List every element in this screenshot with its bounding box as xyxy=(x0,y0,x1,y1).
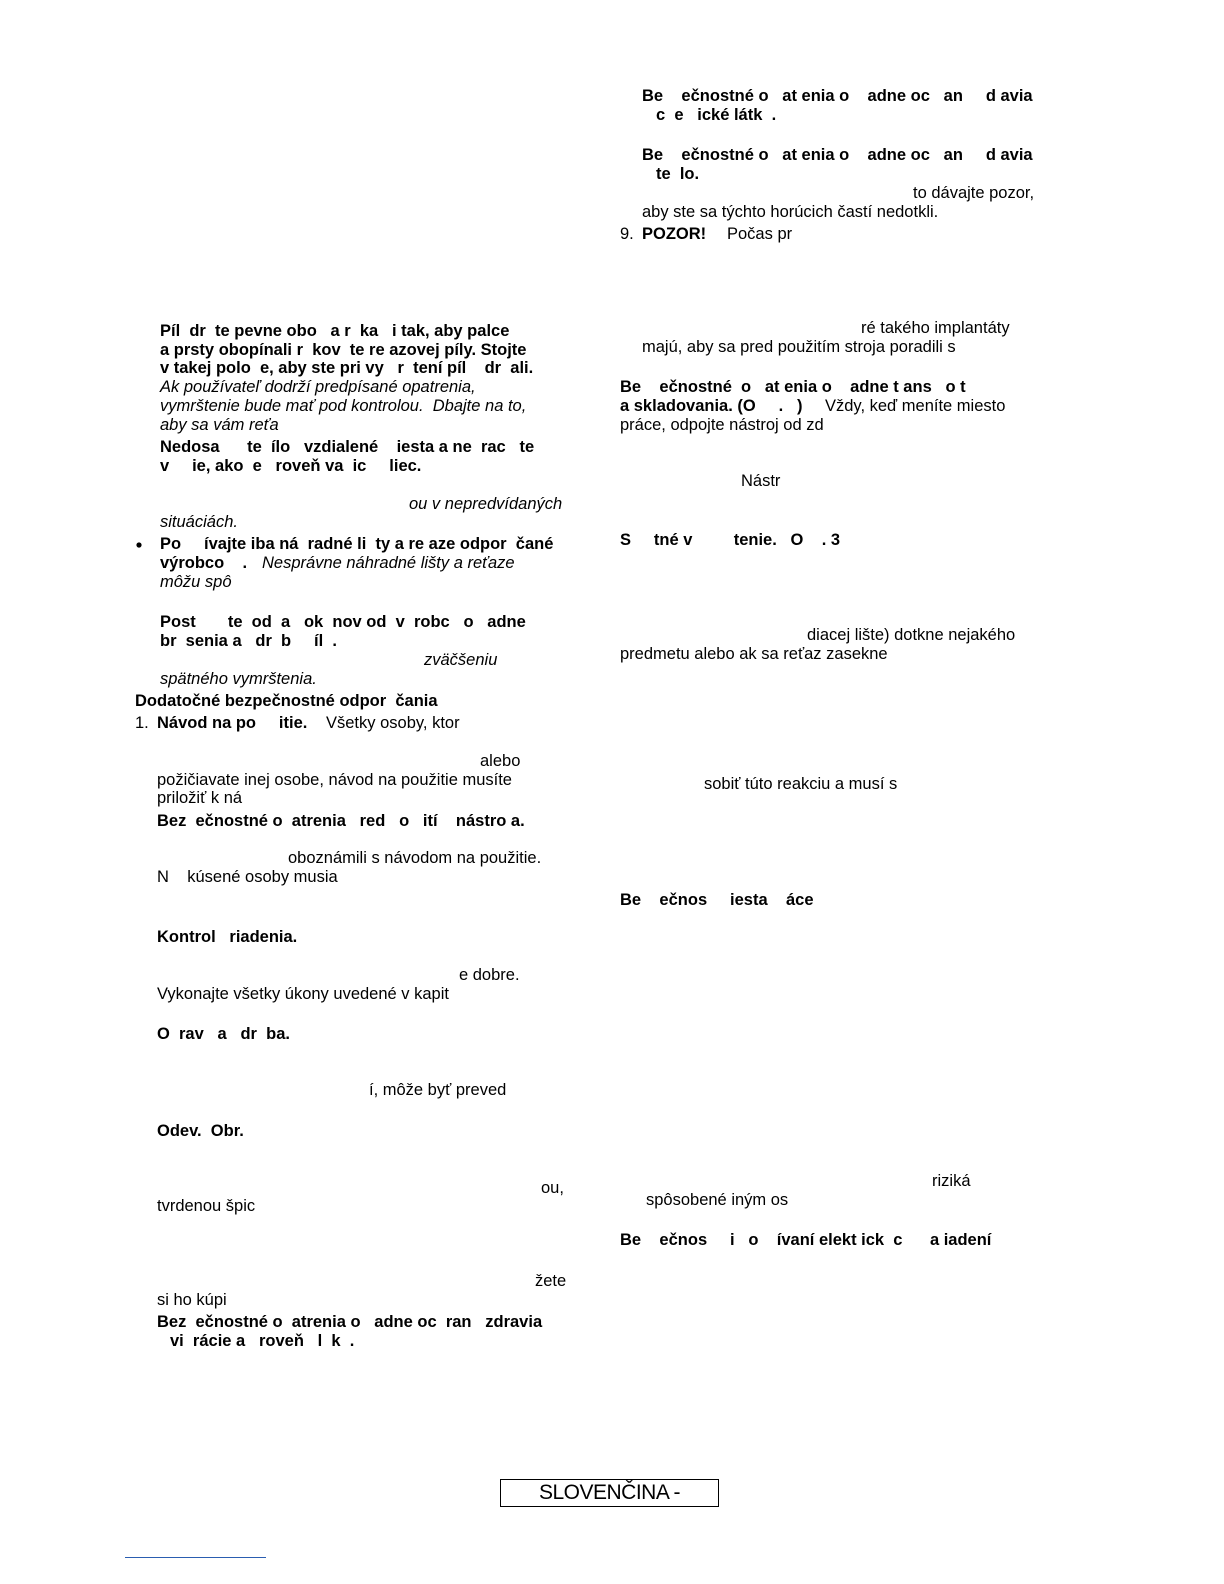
text-line: aby sa vám reťa xyxy=(160,416,279,434)
text-line: N kúsené osoby musia xyxy=(157,868,338,886)
text-line: v takej polo e, aby ste pri vy r tení píl dr ali. xyxy=(160,359,534,377)
text-line: Vždy, keď meníte miesto xyxy=(825,397,1006,415)
text-line: í, môže byť preved xyxy=(369,1081,507,1099)
text-line: Bez ečnostné o atrenia red o ití nástro a. xyxy=(157,812,525,830)
text-line: S tné v tenie. O . 3 xyxy=(620,531,841,549)
text-line: Vykonajte všetky úkony uvedené v kapit xyxy=(157,985,449,1003)
text-line: a skladovania. (O . ) xyxy=(620,397,803,415)
text-line: ré takého implantáty xyxy=(861,319,1010,337)
text-line: Počas pr xyxy=(727,225,793,243)
text-line: požičiavate inej osobe, návod na použitie musíte xyxy=(157,771,512,789)
text-line: môžu spô xyxy=(160,573,232,591)
text-line: Píl dr te pevne obo a r ka i tak, aby palce xyxy=(160,322,510,340)
text-line: Po ívajte iba ná radné li ty a re aze odpor čané xyxy=(160,535,554,553)
text-line: práce, odpojte nástroj od zd xyxy=(620,416,824,434)
text-line: spôsobené iným os xyxy=(646,1191,789,1209)
bullet-icon xyxy=(134,535,144,554)
text-line: Be ečnostné o at enia o adne oc an d avia xyxy=(642,146,1033,164)
text-line: diacej lište) dotkne nejakého xyxy=(807,626,1016,644)
text-line: riziká xyxy=(932,1172,971,1190)
text-line: oboznámili s návodom na použitie. xyxy=(288,849,542,867)
text-line: Návod na po itie. xyxy=(157,714,308,732)
text-line: te lo. xyxy=(656,165,700,183)
section-heading: Dodatočné bezpečnostné odpor čania xyxy=(135,692,438,710)
list-number: 9. xyxy=(620,225,634,243)
text-line: POZOR! xyxy=(642,225,707,243)
text-line: c e ické látk . xyxy=(656,106,777,124)
text-line: ou v nepredvídaných xyxy=(409,495,563,513)
text-line: Odev. Obr. xyxy=(157,1122,244,1140)
text-line: a prsty obopínali r kov te re azovej píly. Stojte xyxy=(160,341,527,359)
text-line: žete xyxy=(535,1272,567,1290)
text-line: výrobco . xyxy=(160,554,248,572)
text-line: Kontrol riadenia. xyxy=(157,928,298,946)
text-line: br senia a dr b íl . xyxy=(160,632,337,650)
text-line: Všetky osoby, ktor xyxy=(326,714,460,732)
text-line: O rav a dr ba. xyxy=(157,1025,290,1043)
list-number: 1. xyxy=(135,714,149,732)
text-line: to dávajte pozor, xyxy=(913,184,1035,202)
text-line: sobiť túto reakciu a musí s xyxy=(704,775,898,793)
text-line: zväčšeniu xyxy=(424,651,498,669)
text-line: Be ečnostné o at enia o adne t ans o t xyxy=(620,378,966,396)
text-line: v ie, ako e roveň va ic liec. xyxy=(160,457,422,475)
text-line: Be ečnos iesta áce xyxy=(620,891,814,909)
text-line: Bez ečnostné o atrenia o adne oc ran zdravia xyxy=(157,1313,543,1331)
text-line: Be ečnostné o at enia o adne oc an d avia xyxy=(642,87,1033,105)
text-line: si ho kúpi xyxy=(157,1291,227,1309)
text-line: Post te od a ok nov od v robc o adne xyxy=(160,613,526,631)
text-line: tvrdenou špic xyxy=(157,1197,256,1215)
text-line: alebo xyxy=(480,752,521,770)
text-line: spätného vymrštenia. xyxy=(160,670,317,688)
text-line: ou, xyxy=(541,1179,564,1197)
text-line: Ak používateľ dodrží predpísané opatrenia, xyxy=(160,378,476,396)
footer-language-label: SLOVENČINA - xyxy=(538,1481,681,1504)
text-line: situáciách. xyxy=(160,513,238,531)
text-line: majú, aby sa pred použitím stroja poradili s xyxy=(642,338,956,356)
page-footer-label xyxy=(500,1479,719,1507)
text-line: Nedosa te ílo vzdialené iesta a ne rac te xyxy=(160,438,535,456)
text-line: e dobre. xyxy=(459,966,520,984)
text-line: vi rácie a roveň l k . xyxy=(170,1332,355,1350)
footer-link-underline xyxy=(125,1557,266,1558)
text-line: aby ste sa týchto horúcich častí nedotkli. xyxy=(642,203,939,221)
text-line: vymrštenie bude mať pod kontrolou. Dbajte na to, xyxy=(160,397,527,415)
text-line: Nesprávne náhradné lišty a reťaze xyxy=(262,554,515,572)
text-line: priložiť k ná xyxy=(157,789,243,807)
text-line: Nástr xyxy=(741,472,781,490)
text-line: Be ečnos i o ívaní elekt ick c a iadení xyxy=(620,1231,992,1249)
text-line: predmetu alebo ak sa reťaz zasekne xyxy=(620,645,888,663)
